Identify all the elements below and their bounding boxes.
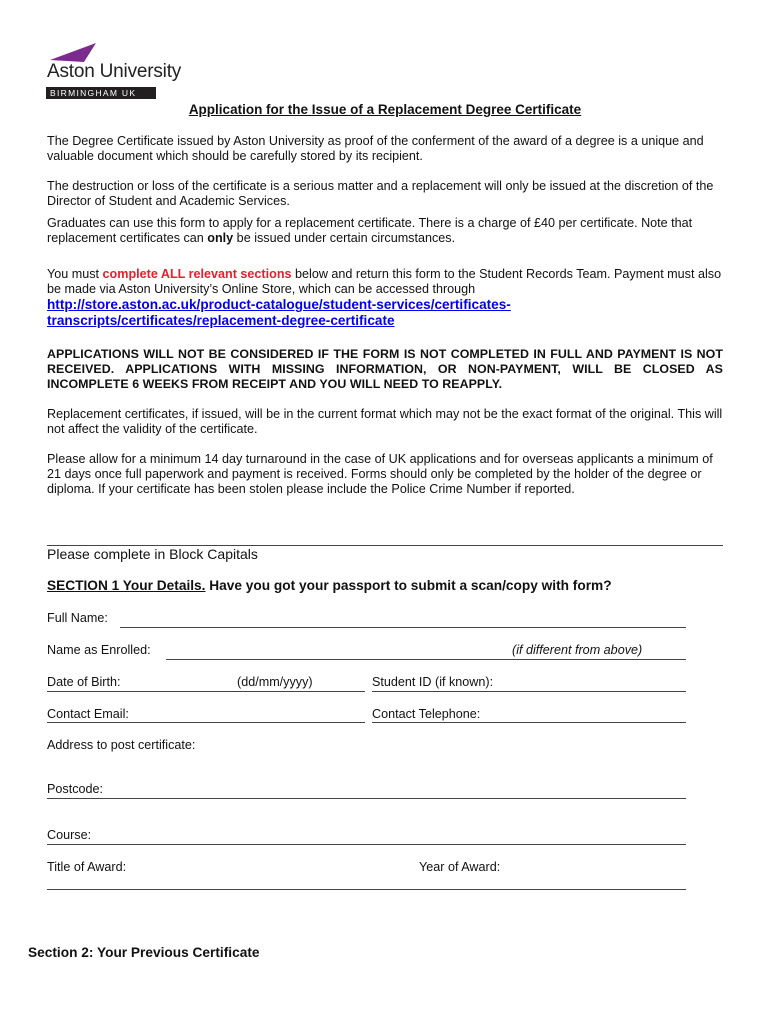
if-different-note: (if different from above) <box>512 643 643 657</box>
page-title: Application for the Issue of a Replacement Degree Certificate <box>188 102 582 117</box>
award-field[interactable] <box>47 889 686 890</box>
telephone-field[interactable] <box>372 722 686 723</box>
intro-paragraph-2: The destruction or loss of the certificate is a serious matter and a replacement will only be issued at the discretion of the Director of Student and Academic Services. <box>47 179 714 208</box>
instructions-paragraph: You must complete ALL relevant sections below and return this form to the Student Records Team. Payment must also be made via Aston University’s Online Store, which can be accessed through http://store.aston.ac.uk/product-catalogue/student-services/certificates-transcripts/certificates/replacement-degree-certificate <box>47 267 722 328</box>
dob-label: Date of Birth: <box>47 675 121 689</box>
full-name-label: Full Name: <box>47 611 108 625</box>
intro-paragraph-1: The Degree Certificate issued by Aston University as proof of the conferment of the award of a degree is a unique and valuable document which should be carefully stored by its recipient. <box>47 134 704 163</box>
format-paragraph: Replacement certificates, if issued, will be in the current format which may not be the exact format of the original. This will not affect the validity of the certificate. <box>47 407 723 436</box>
student-id-field[interactable] <box>372 691 686 692</box>
block-capitals-note: Please complete in Block Capitals <box>47 546 258 562</box>
course-label: Course: <box>47 828 92 842</box>
online-store-link[interactable]: http://store.aston.ac.uk/product-catalogue/student-services/certificates-transcripts/certificates/replacement-degree-certificate <box>47 297 511 328</box>
name-enrolled-field[interactable] <box>166 659 686 660</box>
email-label: Contact Email: <box>47 707 129 721</box>
title-award-label: Title of Award: <box>47 860 127 874</box>
logo-subtitle: BIRMINGHAM UK <box>46 87 156 99</box>
telephone-label: Contact Telephone: <box>372 707 481 721</box>
email-field[interactable] <box>47 722 365 723</box>
logo-name: Aston University <box>47 61 182 82</box>
course-field[interactable] <box>47 844 686 845</box>
dob-field[interactable] <box>47 691 365 692</box>
required-sections-text: complete ALL relevant sections <box>102 267 292 281</box>
student-id-label: Student ID (if known): <box>372 675 494 689</box>
section2-heading: Section 2: Your Previous Certificate <box>28 945 260 960</box>
turnaround-paragraph: Please allow for a minimum 14 day turnaround in the case of UK applications and for overseas applicants a minimum of 21 days once full paperwork and payment is received. Forms should only be completed by the holder of the degree or diploma. If your certificate has been stolen please include the Police Crime Number if reported. <box>47 452 713 496</box>
warning-text: APPLICATIONS WILL NOT BE CONSIDERED IF THE FORM IS NOT COMPLETED IN FULL AND PAYMENT IS NOT RECEIVED. APPLICATIONS WITH MISSING INFORMATION, OR NON-PAYMENT, WILL BE CLOSED AS INCOMPLETE 6 WEEKS FROM RECEIPT AND YOU WILL NEED TO REAPPLY. <box>47 347 723 391</box>
intro-paragraph-3: Graduates can use this form to apply for a replacement certificate. There is a charge of £40 per certificate. Note that replacement certificates can only be issued under certain circumstances. <box>47 216 693 245</box>
section1-heading: SECTION 1 Your Details. Have you got your passport to submit a scan/copy with form? <box>47 578 612 593</box>
postcode-label: Postcode: <box>47 782 104 796</box>
year-award-label: Year of Award: <box>419 860 501 874</box>
dob-format-hint: (dd/mm/yyyy) <box>237 675 313 689</box>
name-enrolled-label: Name as Enrolled: <box>47 643 151 657</box>
postcode-field[interactable] <box>47 798 686 799</box>
address-label: Address to post certificate: <box>47 738 196 752</box>
full-name-field[interactable] <box>120 627 686 628</box>
